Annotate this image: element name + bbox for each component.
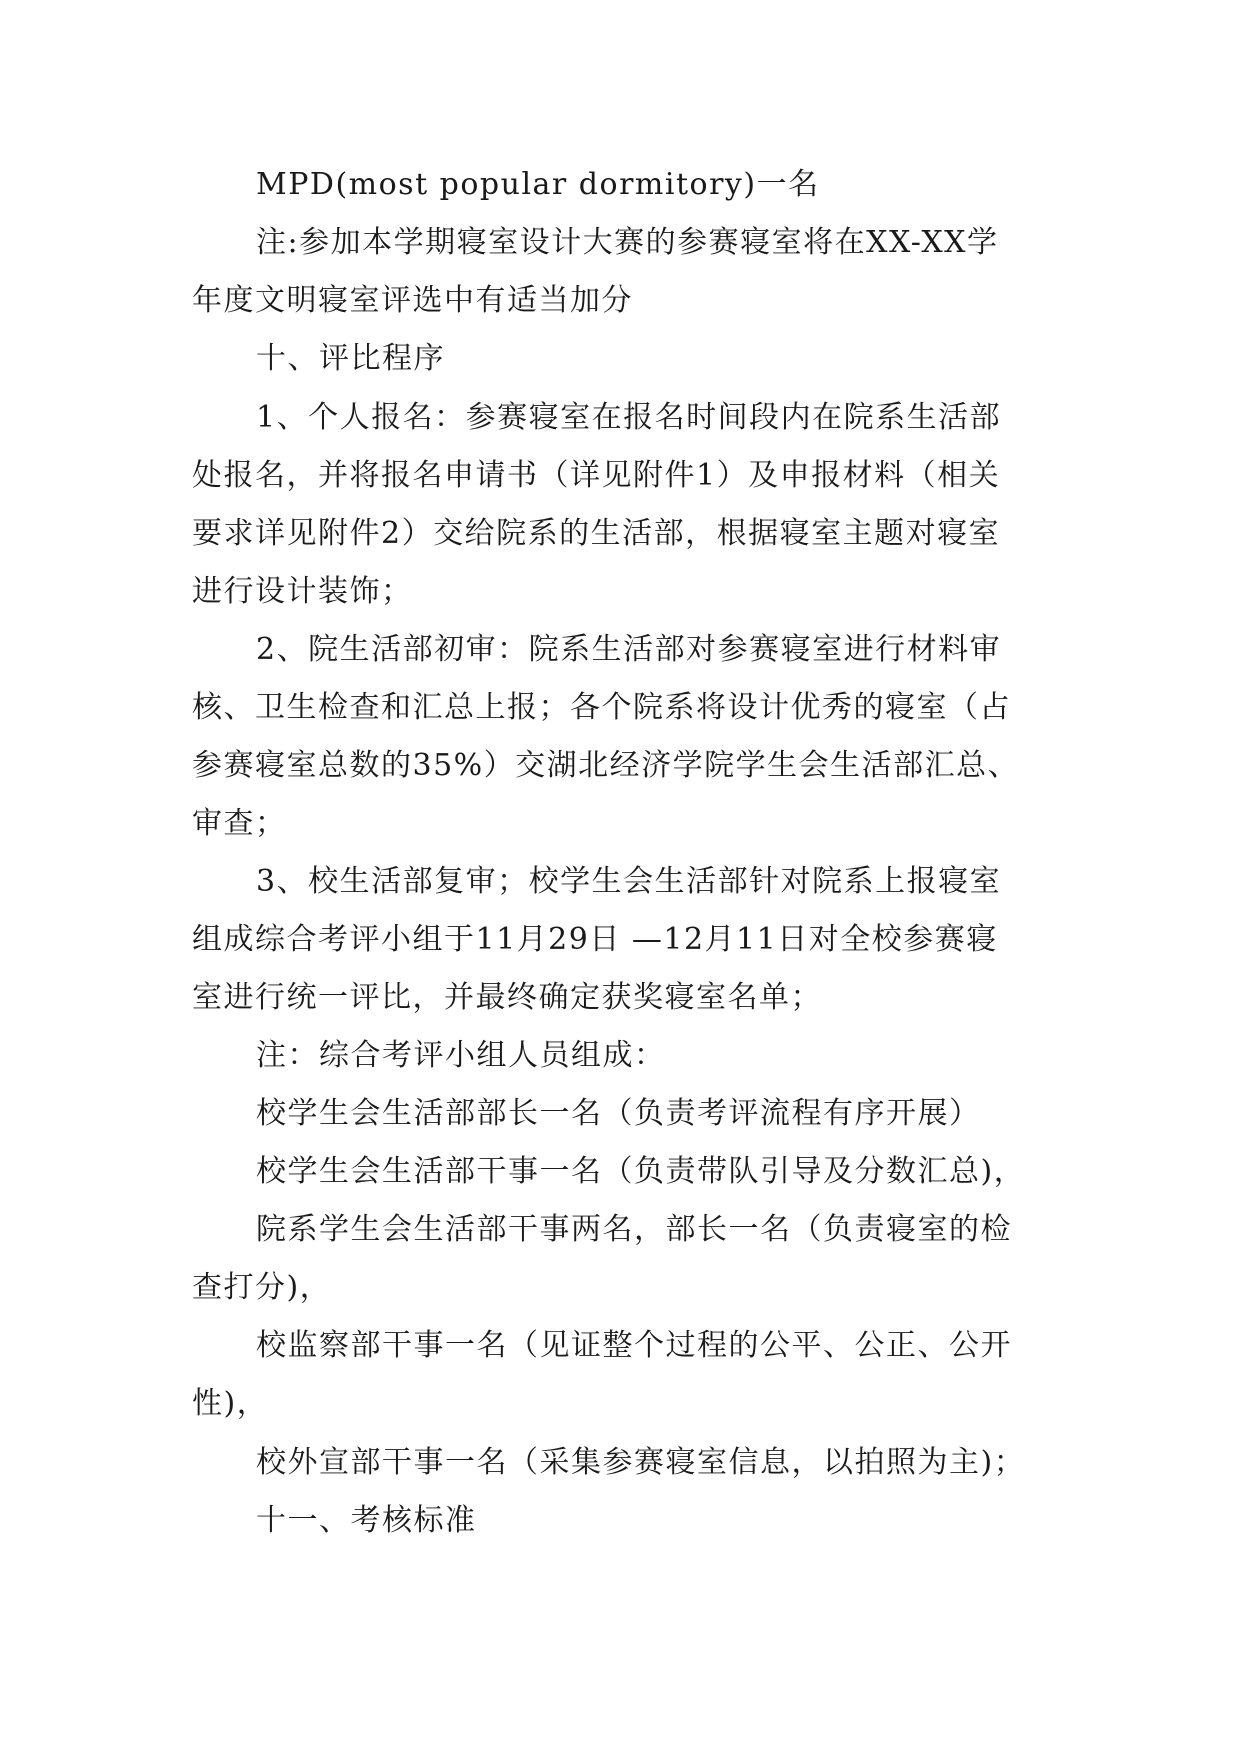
step2-line-1: 2、院生活部初审：院系生活部对参赛寝室进行材料审	[256, 632, 1002, 667]
step3-line-2: 组成综合考评小组于11月29日 —12月11日对全校参赛寝	[192, 922, 998, 957]
step1-line-3: 要求详见附件2）交给院系的生活部，根据寝室主题对寝室	[192, 516, 1001, 551]
step1-line-4: 进行设计装饰；	[192, 574, 413, 609]
step2-line-2: 核、卫生检查和汇总上报；各个院系将设计优秀的寝室（占	[192, 690, 1011, 725]
panel-member-2: 校学生会生活部干事一名（负责带队引导及分数汇总)，	[256, 1154, 1026, 1189]
panel-member-3-line-1: 院系学生会生活部干事两名，部长一名（负责寝室的检	[256, 1212, 1012, 1247]
award-line-mpd: MPD(most popular dormitory)一名	[256, 167, 820, 202]
panel-member-4-line-1: 校监察部干事一名（见证整个过程的公平、公正、公开	[256, 1328, 1012, 1363]
step2-line-4: 审查；	[192, 806, 287, 841]
panel-member-1: 校学生会生活部部长一名（负责考评流程有序开展）	[256, 1096, 981, 1131]
step3-line-3: 室进行统一评比，并最终确定获奖寝室名单；	[192, 980, 822, 1015]
step3-line-1: 3、校生活部复审；校学生会生活部针对院系上报寝室	[256, 864, 1002, 899]
step1-line-2: 处报名，并将报名申请书（详见附件1）及申报材料（相关	[192, 458, 1001, 493]
step1-line-1: 1、个人报名：参赛寝室在报名时间段内在院系生活部	[256, 400, 1002, 435]
panel-member-5: 校外宣部干事一名（采集参赛寝室信息，以拍照为主)；	[256, 1445, 1026, 1480]
panel-note-heading: 注：综合考评小组人员组成：	[256, 1038, 666, 1073]
panel-member-3-line-2: 查打分)，	[192, 1270, 332, 1305]
note-bonus-line-1: 注:参加本学期寝室设计大赛的参赛寝室将在XX-XX学	[256, 225, 999, 260]
section-heading-10: 十、评比程序	[256, 341, 445, 376]
panel-member-4-line-2: 性)，	[192, 1386, 269, 1421]
step2-line-3: 参赛寝室总数的35%）交湖北经济学院学生会生活部汇总、	[192, 748, 1020, 783]
section-heading-11: 十一、考核标准	[256, 1503, 477, 1538]
note-bonus-line-2: 年度文明寝室评选中有适当加分	[192, 283, 633, 318]
